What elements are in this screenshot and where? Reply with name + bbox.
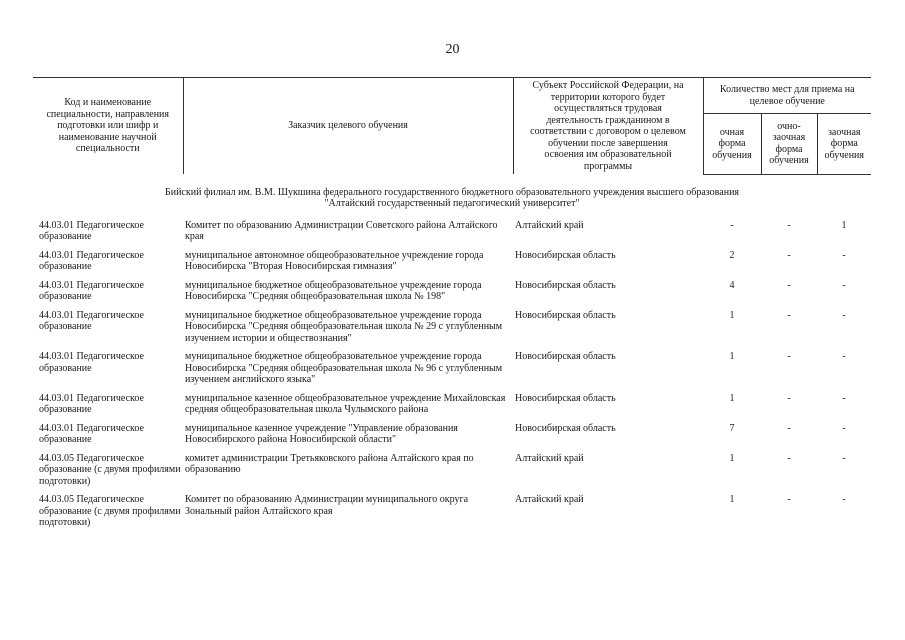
table-row <box>33 490 871 532</box>
table-row <box>33 306 871 348</box>
header-part-time: очно-заочная форма обучения <box>761 114 817 174</box>
cell-customer: Комитет по образованию Администрации муниципального округа Зональный район Алтайского края <box>185 494 469 517</box>
target-admission-table <box>33 77 871 532</box>
cell-customer: муниципальное бюджетное общеобразовательное учреждение города Новосибирска "Средняя общеобразовательная школа № 96 с углубленным изучением английского языка" <box>185 351 503 385</box>
table-row <box>33 347 871 389</box>
section-title <box>33 174 871 216</box>
cell-full-time: 2 <box>729 249 735 261</box>
cell-customer: муниципальное казенное общеобразовательное учреждение Михайловская средняя общеобразовательная школа Чулымского района <box>185 392 506 415</box>
cell-part-time: - <box>787 219 791 231</box>
cell-part-time: - <box>787 494 791 505</box>
table-row <box>33 389 871 419</box>
cell-full-time: - <box>730 219 734 231</box>
cell-part-time: - <box>787 351 791 362</box>
cell-code: 44.03.01 Педагогическое образование <box>39 351 144 374</box>
table-header <box>33 78 871 175</box>
cell-full-time: 1 <box>729 309 735 321</box>
cell-full-time: 1 <box>729 392 735 404</box>
cell-part-time: - <box>787 422 791 434</box>
cell-correspondence: - <box>842 309 846 321</box>
cell-subject: Новосибирская область <box>515 249 616 261</box>
cell-part-time: - <box>787 279 791 291</box>
cell-correspondence: - <box>842 392 846 404</box>
header-correspondence: заочная форма обучения <box>817 114 871 174</box>
cell-code: 44.03.01 Педагогическое образование <box>39 249 144 272</box>
page-number: 20 <box>445 42 460 57</box>
cell-subject: Алтайский край <box>515 494 584 505</box>
cell-correspondence: - <box>842 279 846 291</box>
cell-full-time: 1 <box>729 351 735 362</box>
cell-customer: Комитет по образованию Администрации Советского района Алтайского края <box>185 219 498 242</box>
table-row <box>33 419 871 449</box>
cell-code: 44.03.01 Педагогическое образование <box>39 392 144 415</box>
cell-correspondence: - <box>842 422 846 434</box>
cell-full-time: 4 <box>729 279 735 291</box>
cell-correspondence: - <box>842 452 846 464</box>
cell-subject: Алтайский край <box>515 452 584 464</box>
table-row <box>33 246 871 276</box>
cell-subject: Новосибирская область <box>515 351 616 362</box>
cell-customer: муниципальное бюджетное общеобразовательное учреждение города Новосибирска "Средняя общеобразовательная школа № 29 с углубленным изучением истории и обществознания" <box>185 309 503 344</box>
header-code: Код и наименование специальности, направления подготовки или шифр и наименование научной специальности <box>33 78 183 175</box>
cell-customer: муниципальное автономное общеобразовательное учреждение города Новосибирска "Вторая Новосибирская гимназия" <box>185 249 484 272</box>
cell-subject: Новосибирская область <box>515 279 616 291</box>
cell-correspondence: 1 <box>841 219 847 231</box>
cell-code: 44.03.05 Педагогическое образование (с двумя профилями подготовки) <box>39 494 181 528</box>
section-title-line-1: Бийский филиал им. В.М. Шукшина федерального государственного бюджетного образовательного учреждения высшего образования <box>164 186 740 198</box>
cell-part-time: - <box>787 392 791 404</box>
cell-customer: комитет администрации Третьяковского района Алтайского края по образованию <box>185 452 474 475</box>
cell-customer: муниципальное казенное учреждение "Управление образования Новосибирского района Новосибирской области" <box>185 422 458 445</box>
cell-code: 44.03.01 Педагогическое образование <box>39 279 144 302</box>
header-places-group: Количество мест для приема на целевое обучение <box>703 78 871 114</box>
section-title-line-2: "Алтайский государственный педагогический университет" <box>324 198 580 209</box>
cell-correspondence: - <box>842 494 846 505</box>
cell-code: 44.03.01 Педагогическое образование <box>39 422 144 445</box>
cell-full-time: 1 <box>729 452 735 464</box>
cell-part-time: - <box>787 309 791 321</box>
cell-full-time: 1 <box>729 494 735 505</box>
cell-customer: муниципальное бюджетное общеобразовательное учреждение города Новосибирска "Средняя общеобразовательная школа № 198" <box>185 279 482 302</box>
cell-code: 44.03.01 Педагогическое образование <box>39 219 144 242</box>
cell-subject: Новосибирская область <box>515 309 616 321</box>
table-row <box>33 276 871 306</box>
header-customer: Заказчик целевого обучения <box>183 78 513 175</box>
cell-subject: Алтайский край <box>515 219 584 231</box>
cell-subject: Новосибирская область <box>515 422 616 434</box>
cell-part-time: - <box>787 249 791 261</box>
cell-correspondence: - <box>842 249 846 261</box>
cell-code: 44.03.05 Педагогическое образование (с двумя профилями подготовки) <box>39 452 181 487</box>
table-row <box>33 449 871 491</box>
cell-code: 44.03.01 Педагогическое образование <box>39 309 144 332</box>
cell-full-time: 7 <box>729 422 735 434</box>
section-title-row <box>33 174 871 216</box>
cell-correspondence: - <box>842 351 846 362</box>
table-row <box>33 216 871 246</box>
header-subject: Субъект Российской Федерации, на территории которого будет осуществляться трудовая деятельность гражданином в соответствии с договором о целевом обучении после завершения освоения им образовательной программы <box>513 78 703 175</box>
table-body <box>33 174 871 532</box>
header-full-time: очная форма обучения <box>703 114 761 174</box>
cell-part-time: - <box>787 452 791 464</box>
cell-subject: Новосибирская область <box>515 392 616 404</box>
